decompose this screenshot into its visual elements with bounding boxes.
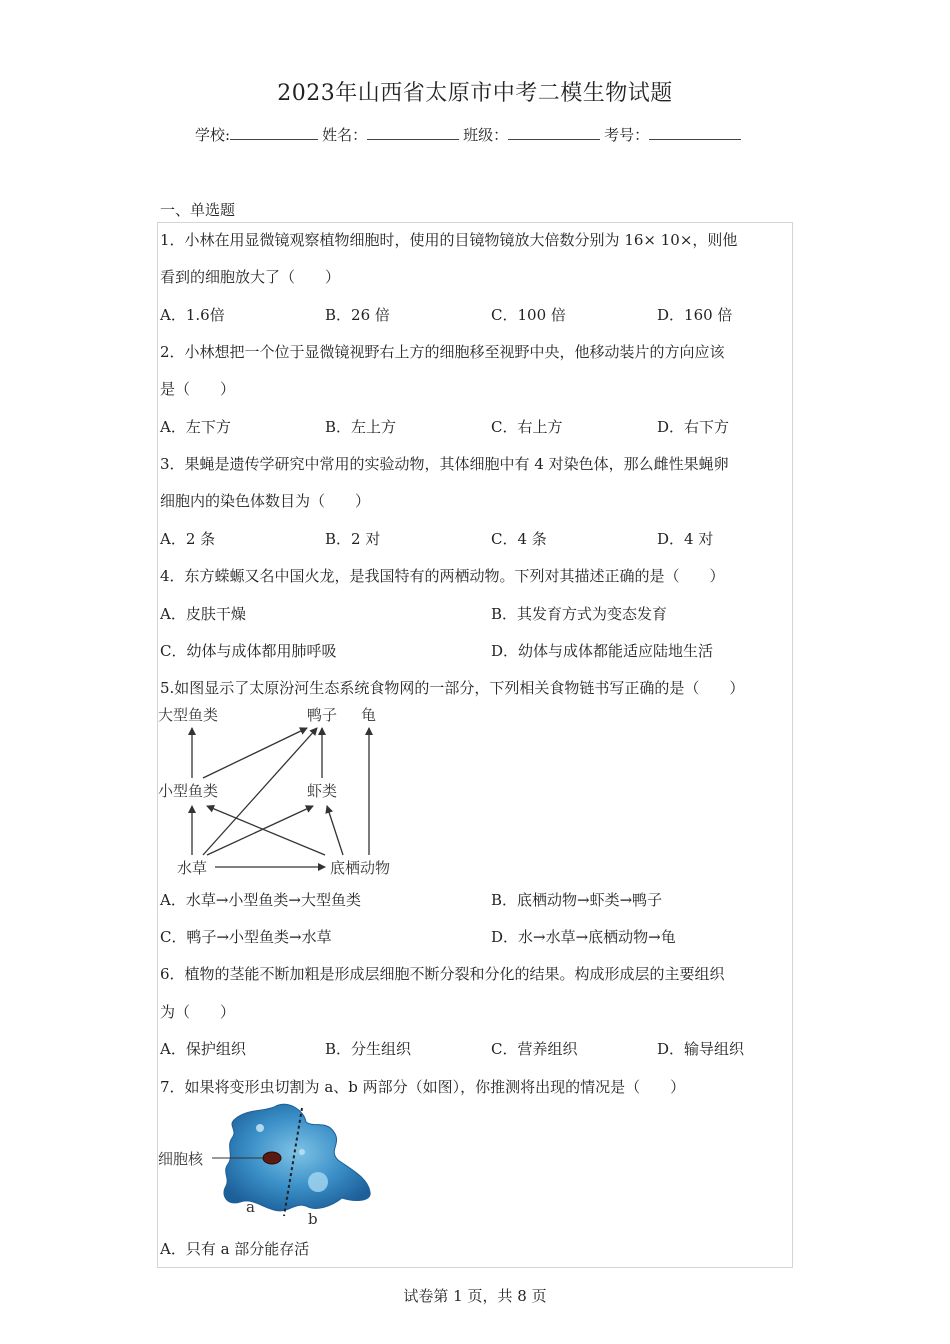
question-6-line-1: 6．植物的茎能不断加粗是形成层细胞不断分裂和分化的结果。构成形成层的主要组织 xyxy=(160,965,725,983)
node-water-grass: 水草 xyxy=(177,859,208,877)
q4-option-d[interactable]: D．幼体与成体都能适应陆地生活 xyxy=(491,642,714,660)
node-duck: 鸭子 xyxy=(307,706,338,724)
q1-option-b[interactable]: B．26 倍 xyxy=(325,306,390,324)
node-turtle: 龟 xyxy=(361,706,377,724)
q4-option-c[interactable]: C．幼体与成体都用肺呼吸 xyxy=(160,642,337,660)
arrow-small-fish-to-duck xyxy=(203,728,307,778)
q6-option-b[interactable]: B．分生组织 xyxy=(325,1040,412,1058)
exam-title: 2023年山西省太原市中考二模生物试题 xyxy=(277,81,673,106)
q2-option-d[interactable]: D．右下方 xyxy=(657,418,730,436)
school-label: 学校: xyxy=(195,126,231,144)
question-2-line-2: 是（ ） xyxy=(160,380,236,398)
class-label: 班级： xyxy=(463,126,509,144)
nucleus-label: 细胞核 xyxy=(158,1150,204,1168)
section-title: 一、单选题 xyxy=(160,201,236,219)
food-web-diagram xyxy=(155,700,415,885)
school-field[interactable] xyxy=(230,125,318,140)
q5-option-a[interactable]: A．水草→小型鱼类→大型鱼类 xyxy=(160,891,361,909)
q7-option-a[interactable]: A．只有 a 部分能存活 xyxy=(160,1240,310,1258)
q3-option-d[interactable]: D．4 对 xyxy=(657,530,714,548)
nucleus xyxy=(263,1152,281,1164)
node-shrimp: 虾类 xyxy=(307,782,338,800)
q4-option-a[interactable]: A．皮肤干燥 xyxy=(160,605,246,623)
question-3-line-2: 细胞内的染色体数目为（ ） xyxy=(160,492,371,510)
q1-option-a[interactable]: A．1.6倍 xyxy=(160,306,225,324)
amoeba-diagram xyxy=(156,1098,396,1233)
number-field[interactable] xyxy=(649,125,741,140)
question-4-line-1: 4．东方蝾螈又名中国火龙，是我国特有的两栖动物。下列对其描述正确的是（ ） xyxy=(160,567,725,585)
q1-option-d[interactable]: D．160 倍 xyxy=(657,306,733,324)
q3-option-c[interactable]: C．4 条 xyxy=(491,530,547,548)
arrow-grass-to-duck xyxy=(203,728,317,855)
question-1-line-2: 看到的细胞放大了（ ） xyxy=(160,268,341,286)
q2-option-b[interactable]: B．左上方 xyxy=(325,418,397,436)
q3-option-a[interactable]: A．2 条 xyxy=(160,530,216,548)
q6-option-d[interactable]: D．输导组织 xyxy=(657,1040,745,1058)
q2-option-a[interactable]: A．左下方 xyxy=(160,418,231,436)
q6-option-c[interactable]: C．营养组织 xyxy=(491,1040,578,1058)
node-small-fish: 小型鱼类 xyxy=(158,782,219,800)
number-label: 考号： xyxy=(604,126,650,144)
student-info-line xyxy=(195,124,745,145)
q5-option-d[interactable]: D．水→水草→底栖动物→龟 xyxy=(491,928,676,946)
name-label: 姓名： xyxy=(322,126,368,144)
question-3-line-1: 3．果蝇是遗传学研究中常用的实验动物，其体细胞中有 4 对染色体，那么雌性果蝇卵 xyxy=(160,455,729,473)
class-field[interactable] xyxy=(508,125,600,140)
q6-option-a[interactable]: A．保护组织 xyxy=(160,1040,246,1058)
arrow-benthos-to-shrimp xyxy=(327,806,343,855)
node-benthos: 底栖动物 xyxy=(330,859,391,877)
question-5-line-1: 5.如图显示了太原汾河生态系统食物网的一部分，下列相关食物链书写正确的是（ ） xyxy=(160,679,745,697)
q3-option-b[interactable]: B．2 对 xyxy=(325,530,381,548)
node-big-fish: 大型鱼类 xyxy=(158,706,219,724)
question-6-line-2: 为（ ） xyxy=(160,1003,236,1021)
part-b-label: b xyxy=(308,1210,318,1228)
page-footer: 试卷第 1 页，共 8 页 xyxy=(403,1287,547,1305)
q1-option-c[interactable]: C．100 倍 xyxy=(491,306,566,324)
question-1-line-1: 1．小林在用显微镜观察植物细胞时，使用的目镜物镜放大倍数分别为 16× 10×，则他 xyxy=(160,231,738,249)
q5-option-b[interactable]: B．底栖动物→虾类→鸭子 xyxy=(491,891,663,909)
q5-option-c[interactable]: C．鸭子→小型鱼类→水草 xyxy=(160,928,332,946)
name-field[interactable] xyxy=(367,125,459,140)
question-7-line-1: 7．如果将变形虫切割为 a、b 两部分（如图），你推测将出现的情况是（ ） xyxy=(160,1078,686,1096)
q4-option-b[interactable]: B．其发育方式为变态发育 xyxy=(491,605,668,623)
part-a-label: a xyxy=(246,1198,255,1216)
arrow-grass-to-shrimp xyxy=(207,806,313,855)
question-2-line-1: 2．小林想把一个位于显微镜视野右上方的细胞移至视野中央，他移动装片的方向应该 xyxy=(160,343,725,361)
contractile-vacuole xyxy=(308,1172,328,1192)
q2-option-c[interactable]: C．右上方 xyxy=(491,418,563,436)
